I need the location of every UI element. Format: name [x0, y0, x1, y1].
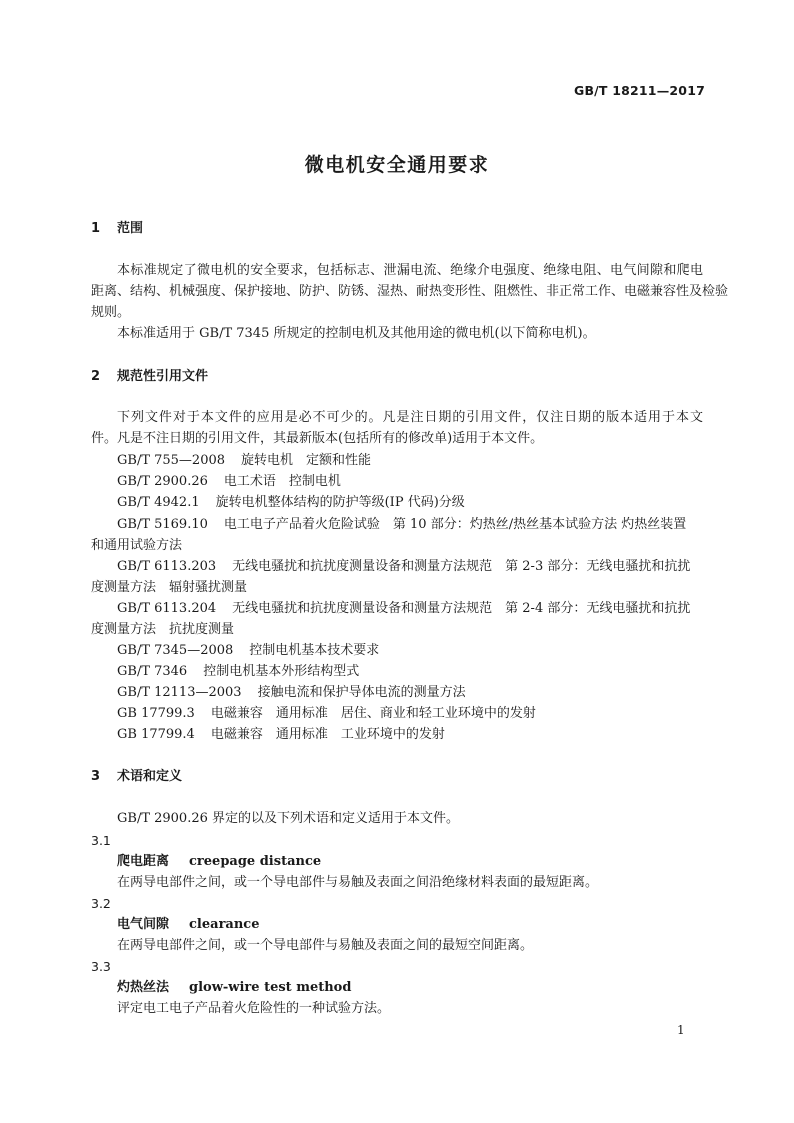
term-heading [117, 854, 703, 870]
term-en: clearance [189, 917, 260, 932]
section-title: 范围 [117, 221, 144, 236]
reference-code: GB 17799.3 [117, 706, 195, 721]
section-2-heading [91, 369, 703, 385]
reference-item [117, 685, 703, 701]
reference-code: GB/T 12113—2003 [117, 685, 242, 700]
reference-item [117, 643, 703, 659]
term-definition: 评定电工电子产品着火危险性的一种试验方法。 [117, 1001, 391, 1016]
paragraph-line: 下列文件对于本文件的应用是必不可少的。凡是注日期的引用文件，仅注日期的版本适用于本文 [117, 410, 703, 425]
paragraph-line: 规则。 [91, 305, 131, 320]
reference-title: 电磁兼容 通用标准 居住、商业和轻工业环境中的发射 [210, 706, 536, 721]
reference-title: 控制电机基本外形结构型式 [203, 664, 360, 679]
term-en: glow-wire test method [189, 980, 352, 995]
reference-continuation: 度测量方法 辐射骚扰测量 [91, 580, 248, 595]
paragraph-line: 距离、结构、机械强度、保护接地、防护、防锈、湿热、耐热变形性、阻燃性、非正常工作、电磁兼容性及检验 [91, 284, 729, 299]
section-number: 3 [91, 769, 101, 784]
reference-title: 旋转电机 定额和性能 [241, 453, 372, 468]
section-number: 1 [91, 221, 101, 236]
reference-item [117, 601, 703, 617]
reference-item [117, 453, 703, 469]
reference-item [117, 517, 703, 533]
term-zh: 爬电距离 [117, 854, 170, 869]
section-title: 术语和定义 [117, 769, 183, 784]
section-1-heading [91, 221, 703, 237]
reference-item [117, 727, 703, 743]
section-title: 规范性引用文件 [117, 369, 209, 384]
reference-code: GB/T 755—2008 [117, 453, 226, 468]
reference-title: 电工电子产品着火危险试验 第 10 部分：灼热丝/热丝基本试验方法 灼热丝装置 [223, 517, 687, 532]
reference-item [117, 664, 703, 680]
reference-code: GB/T 4942.1 [117, 495, 200, 510]
section-3-heading [91, 769, 703, 785]
reference-continuation: 和通用试验方法 [91, 538, 183, 553]
reference-item [117, 474, 703, 490]
reference-item [117, 706, 703, 722]
term-definition: 在两导电部件之间，或一个导电部件与易触及表面之间沿绝缘材料表面的最短距离。 [117, 875, 599, 890]
reference-code: GB/T 6113.204 [117, 601, 217, 616]
standard-code: GB/T 18211—2017 [573, 83, 705, 98]
document-title: 微电机安全通用要求 [304, 154, 490, 176]
paragraph-line: 本标准适用于 GB/T 7345 所规定的控制电机及其他用途的微电机(以下简称电机)。 [117, 326, 596, 341]
paragraph-line: 本标准规定了微电机的安全要求，包括标志、泄漏电流、绝缘介电强度、绝缘电阻、电气间隙和爬电 [117, 263, 703, 278]
reference-code: GB 17799.4 [117, 727, 195, 742]
reference-item [117, 559, 703, 575]
reference-code: GB/T 2900.26 [117, 474, 208, 489]
paragraph-line: 件。凡是不注日期的引用文件，其最新版本(包括所有的修改单)适用于本文件。 [91, 431, 544, 446]
term-number: 3.2 [91, 896, 111, 911]
reference-title: 电磁兼容 通用标准 工业环境中的发射 [210, 727, 445, 742]
reference-title: 控制电机基本技术要求 [249, 643, 380, 658]
term-heading [117, 917, 703, 933]
section-number: 2 [91, 369, 101, 384]
reference-code: GB/T 7345—2008 [117, 643, 234, 658]
reference-title: 电工术语 控制电机 [223, 474, 341, 489]
page-number: 1 [677, 1023, 685, 1037]
term-definition: 在两导电部件之间，或一个导电部件与易触及表面之间的最短空间距离。 [117, 938, 534, 953]
reference-title: 无线电骚扰和抗扰度测量设备和测量方法规范 第 2-3 部分：无线电骚扰和抗扰 [232, 559, 691, 574]
term-zh: 电气间隙 [117, 917, 170, 932]
reference-title: 无线电骚扰和抗扰度测量设备和测量方法规范 第 2-4 部分：无线电骚扰和抗扰 [232, 601, 691, 616]
reference-code: GB/T 7346 [117, 664, 188, 679]
reference-title: 旋转电机整体结构的防护等级(IP 代码)分级 [215, 495, 465, 510]
term-en: creepage distance [189, 854, 322, 869]
reference-title: 接触电流和保护导体电流的测量方法 [257, 685, 466, 700]
term-number: 3.3 [91, 959, 111, 974]
reference-continuation: 度测量方法 抗扰度测量 [91, 622, 235, 637]
term-number: 3.1 [91, 833, 111, 848]
reference-code: GB/T 5169.10 [117, 517, 208, 532]
reference-code: GB/T 6113.203 [117, 559, 217, 574]
paragraph-line: GB/T 2900.26 界定的以及下列术语和定义适用于本文件。 [117, 811, 460, 826]
term-zh: 灼热丝法 [117, 980, 170, 995]
term-heading [117, 980, 703, 996]
reference-item [117, 495, 703, 511]
